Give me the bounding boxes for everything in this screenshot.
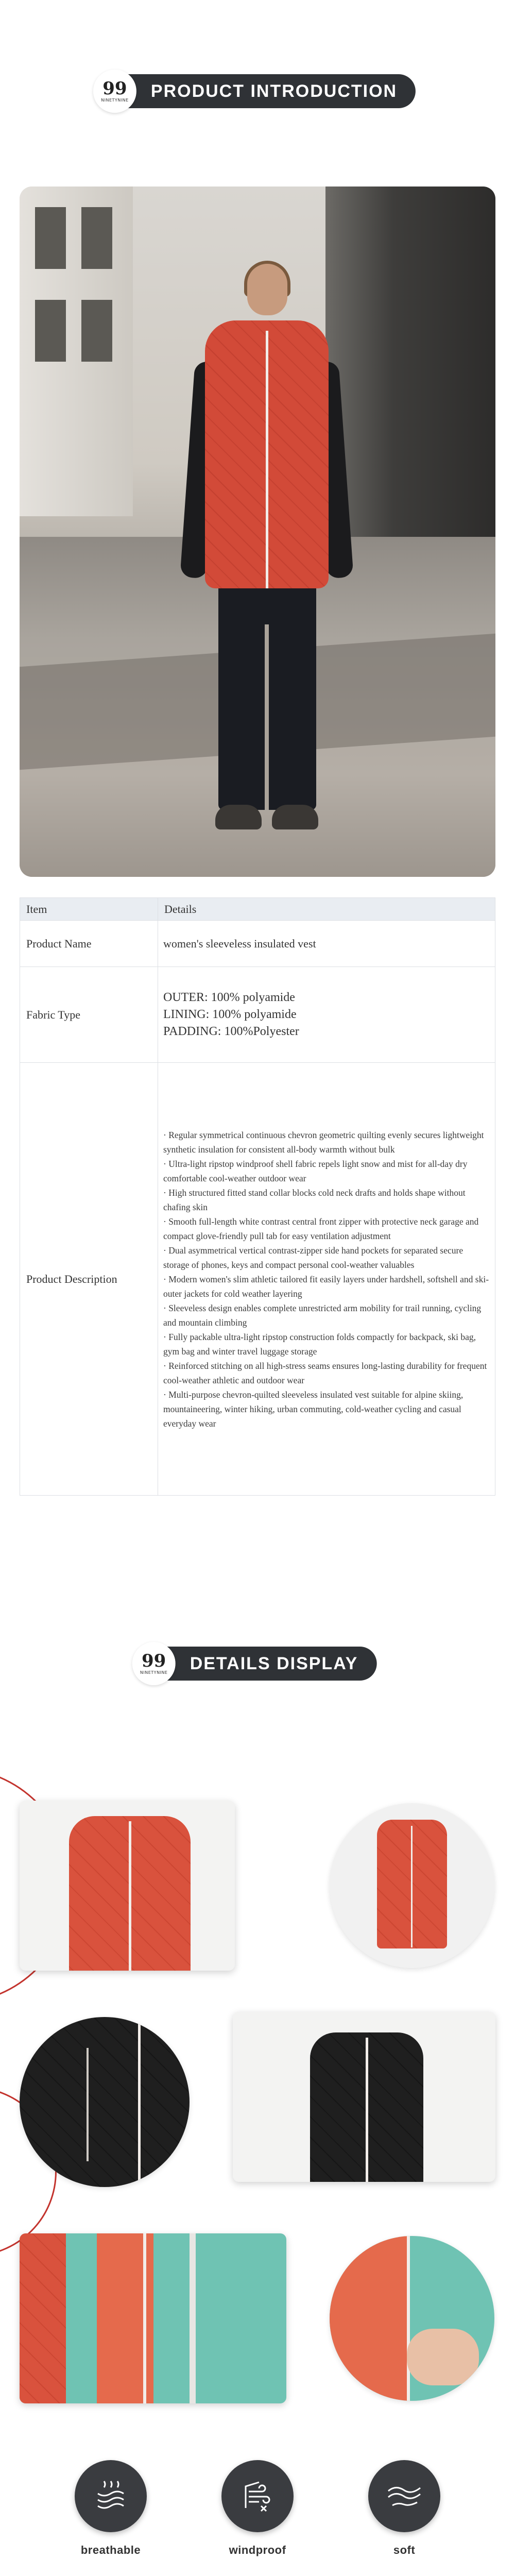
vest-black: [20, 2017, 190, 2187]
description-line: · Fully packable ultra-light ripstop construction folds compactly for backpack, ski bag, gym bag and winter travel luggage storage: [163, 1331, 476, 1357]
windproof-icon: [221, 2460, 294, 2532]
building-window: [81, 207, 112, 269]
description-line: · Ultra-light ripstop windproof shell fabric repels light snow and mist for all-day dry comfortable cool-weather outdoor wear: [163, 1158, 468, 1183]
breathable-icon: [75, 2460, 147, 2532]
hand: [407, 2329, 479, 2385]
brand-logo-text: NINETYNINE: [101, 98, 129, 103]
fabric-type-label: Fabric Type: [20, 967, 158, 1063]
description-line: · Multi-purpose chevron-quilted sleeveless insulated vest suitable for alpine skiing, mountaineering, winter hiking, urban commuting, cold-weather cycling and casual everyday wear: [163, 1389, 464, 1429]
table-header-cell: Item: [20, 898, 158, 921]
table-row: [20, 967, 495, 1063]
feature-label: soft: [393, 2544, 416, 2556]
product-name-value: women's sleeveless insulated vest: [158, 921, 495, 967]
brand-logo-number: 99: [142, 1651, 166, 1671]
fabric-line: OUTER: 100% polyamide: [163, 991, 295, 1004]
table-row: [20, 921, 495, 967]
product-introduction-header: [99, 74, 416, 108]
brand-logo: [132, 1642, 176, 1685]
product-description-label: Product Description: [20, 1063, 158, 1496]
spec-table: [20, 897, 495, 1496]
description-line: · High structured fitted stand collar blocks cold neck drafts and holds shape without chafing skin: [163, 1187, 466, 1212]
product-description-value: [158, 1063, 495, 1496]
section-title: PRODUCT INTRODUCTION: [150, 81, 398, 101]
feature-windproof: [206, 2460, 309, 2557]
vest-zipper: [366, 2038, 368, 2182]
detail-image-lining: [20, 2233, 286, 2403]
feature-soft: [353, 2460, 456, 2557]
vest-red: [20, 2233, 66, 2403]
fabric-type-value: [158, 967, 495, 1063]
description-line: · Modern women's slim athletic tailored fit easily layers under hardshell, softshell and ski-outer jackets for cold weather layering: [163, 1274, 489, 1299]
model-shoe: [272, 805, 318, 829]
table-header-cell: Details: [158, 898, 495, 921]
soft-icon: [368, 2460, 440, 2532]
brand-logo-text: NINETYNINE: [140, 1670, 168, 1675]
fabric-line: PADDING: 100%Polyester: [163, 1025, 299, 1038]
vest-zipper: [266, 331, 268, 588]
model-leg-gap: [265, 624, 269, 810]
description-line: · Smooth full-length white contrast central front zipper with protective neck garage and compact glove-friendly pull tab for easy ventilation adjustment: [163, 1216, 479, 1241]
model-shoe: [215, 805, 262, 829]
vest-zipper: [411, 1826, 413, 1947]
hero-model-photo: [20, 187, 495, 877]
model-head: [247, 264, 287, 315]
detail-circle-pocket-hand: [330, 2236, 494, 2401]
description-line: · Dual asymmetrical vertical contrast-zipper side hand pockets for separated secure storage of phones, keys and compact personal cool-weather valuables: [163, 1245, 464, 1270]
feature-label: windproof: [229, 2544, 286, 2556]
fabric-line: LINING: 100% polyamide: [163, 1008, 297, 1021]
table-header-row: [20, 898, 495, 921]
table-row: [20, 1063, 495, 1496]
details-display-header: [139, 1647, 377, 1681]
vest-zipper: [407, 2236, 410, 2401]
building-window: [35, 207, 66, 269]
detail-image-black-vest: [233, 2012, 495, 2182]
lining-seam: [190, 2233, 196, 2403]
description-line: · Sleeveless design enables complete unrestricted arm mobility for trail running, cycling and mountain climbing: [163, 1302, 482, 1328]
pocket-zipper: [87, 2048, 89, 2161]
building-window: [35, 300, 66, 362]
detail-image-vest-front: [20, 1801, 235, 1971]
feature-label: breathable: [80, 2544, 141, 2556]
feature-breathable: [59, 2460, 162, 2557]
vest-red-inner: [330, 2236, 407, 2401]
vest-zipper: [129, 1821, 131, 1971]
product-name-label: Product Name: [20, 921, 158, 967]
detail-circle-black-pocket: [20, 2017, 190, 2187]
detail-circle-vest-full: [330, 1803, 494, 1968]
building-window: [81, 300, 112, 362]
brand-logo: [93, 70, 136, 113]
model-figure: [169, 264, 365, 846]
vest-zipper: [138, 2017, 141, 2187]
section-title: DETAILS DISPLAY: [190, 1653, 358, 1673]
vest-zipper: [143, 2233, 146, 2403]
description-line: · Reinforced stitching on all high-stress seams ensures long-lasting durability for frequent cool-weather athletic and outdoor wear: [163, 1360, 487, 1385]
description-line: · Regular symmetrical continuous chevron geometric quilting evenly secures lightweight synthetic insulation for consistent all-body warmth without bulk: [163, 1129, 484, 1155]
brand-logo-number: 99: [102, 78, 127, 99]
